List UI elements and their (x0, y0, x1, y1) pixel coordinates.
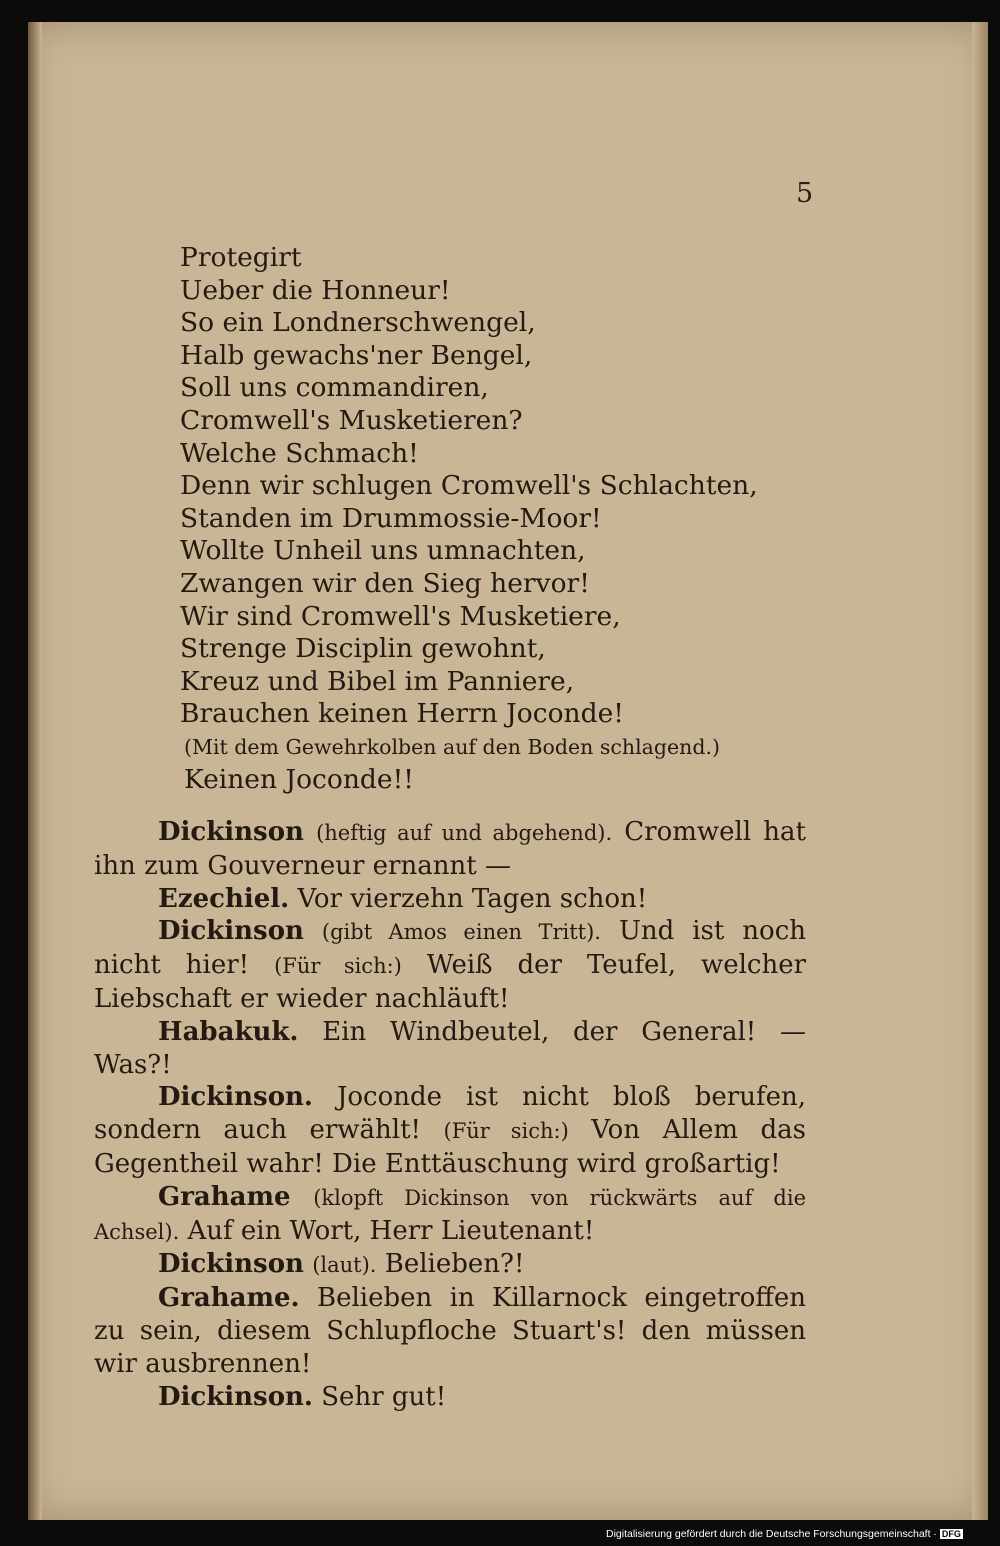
speaker-name: Dickinson (158, 1249, 304, 1280)
dialogue-paragraph (94, 915, 806, 1015)
dialogue-paragraph (94, 1248, 806, 1282)
dialogue-text: Weiß der Teufel, welcher Liebschaft er wieder nachläuft! (94, 950, 807, 1014)
stage-direction: (Für sich:) (274, 954, 402, 979)
stage-direction: (gibt Amos einen Tritt). (321, 920, 601, 945)
speaker-name: Grahame (158, 1181, 291, 1212)
dialogue-text: Joconde ist nicht bloß berufen, sondern auch erwählt! (94, 1082, 807, 1146)
verse-line: Halb gewachs'ner Bengel, (180, 339, 533, 371)
page-number: 5 (796, 178, 814, 209)
dialogue-text: Belieben?! (384, 1249, 525, 1280)
stage-direction: (klopft Dickinson von rückwärts auf die Achsel). (94, 1185, 806, 1244)
dialogue-text: Belieben in Killarnock eingetroffen zu sein, diesem Schlupfloche Stuart's! den müssen wir ausbrennen! (94, 1283, 806, 1379)
dialogue-paragraph (94, 1181, 806, 1249)
dialogue-block (94, 816, 806, 1413)
verse-line: Protegirt (180, 242, 302, 273)
speaker-name: Dickinson (158, 817, 304, 847)
speaker-name: Dickinson. (158, 1082, 313, 1113)
digitization-credit (606, 1528, 963, 1540)
dfg-logo: DFG (941, 1529, 961, 1539)
dialogue-text: Und ist noch nicht hier! (94, 916, 807, 981)
verse-line: Cromwell's Musketieren? (180, 404, 523, 436)
dialogue-text: Von Allem das Gegentheil wahr! Die Enttäuschung wird großartig! (94, 1115, 807, 1179)
verse-line: Wollte Unheil uns umnachten, (180, 535, 586, 567)
dialogue-paragraph (94, 816, 806, 883)
verse-block (180, 242, 758, 796)
dialogue-text: Cromwell hat ihn zum Gouverneur ernannt — (94, 817, 807, 881)
page-gutter (28, 22, 42, 1520)
speaker-name: Dickinson (158, 916, 304, 947)
verse-line: Welche Schmach! (180, 437, 419, 469)
book-page (28, 22, 988, 1520)
dialogue-paragraph (94, 1081, 806, 1180)
verse-line: Denn wir schlugen Cromwell's Schlachten, (180, 470, 758, 502)
speaker-name: Grahame. (158, 1283, 300, 1314)
dialogue-paragraph (94, 1016, 806, 1082)
stage-direction: (Mit dem Gewehrkolben auf den Boden schlagend.) (184, 734, 720, 759)
stage-direction: (Für sich:) (443, 1119, 569, 1144)
verse-line: Brauchen keinen Herrn Joconde! (180, 698, 624, 730)
speaker-name: Ezechiel. (158, 883, 290, 914)
verse-line: Wir sind Cromwell's Musketiere, (180, 600, 621, 632)
speaker-name: Dickinson. (158, 1381, 313, 1412)
verse-line: So ein Londnerschwengel, (180, 307, 536, 339)
speaker-name: Habakuk. (158, 1016, 299, 1047)
verse-line: Ueber die Honneur! (180, 274, 451, 306)
verse-line: Standen im Drummossie-Moor! (180, 502, 602, 534)
dialogue-paragraph (94, 1381, 806, 1414)
dialogue-paragraph (94, 1282, 806, 1380)
stage-direction: (heftig auf und abgehend). (316, 821, 613, 845)
dialogue-text: Vor vierzehn Tagen schon! (297, 883, 648, 914)
dialogue-text: Ein Windbeutel, der General! — Was?! (94, 1016, 807, 1080)
dialogue-text: Sehr gut! (321, 1381, 447, 1412)
stage-direction: (laut). (312, 1253, 377, 1278)
verse-line-last: Keinen Joconde!! (184, 763, 414, 795)
verse-line: Kreuz und Bibel im Panniere, (180, 665, 575, 697)
page-edge (972, 22, 988, 1520)
credit-text: Digitalisierung gefördert durch die Deutsche Forschungsgemeinschaft · (606, 1528, 937, 1540)
dialogue-paragraph (94, 883, 806, 916)
verse-line: Soll uns commandiren, (180, 372, 489, 404)
verse-line: Zwangen wir den Sieg hervor! (180, 567, 590, 599)
dialogue-text: Auf ein Wort, Herr Lieutenant! (187, 1215, 595, 1246)
verse-line: Strenge Disciplin gewohnt, (180, 633, 546, 665)
